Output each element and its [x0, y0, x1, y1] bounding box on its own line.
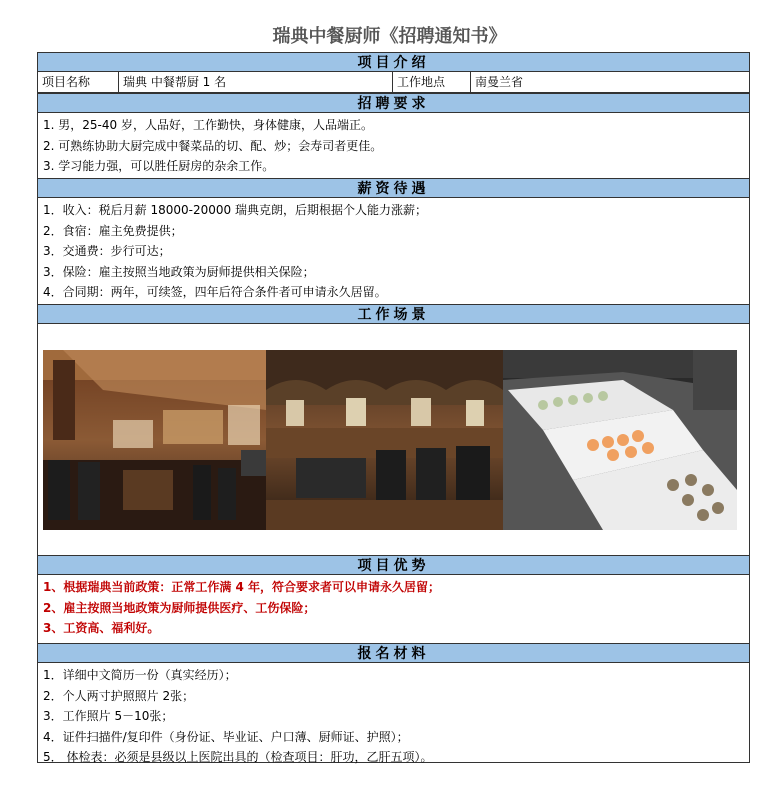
advantages-header: 项目优势	[38, 555, 749, 575]
list-item: 3．交通费：步行可达；	[43, 244, 171, 258]
document-title: 瑞典中餐厨师《招聘通知书》	[272, 26, 507, 47]
requirements-header: 招聘要求	[38, 93, 749, 113]
advantages-list	[38, 575, 749, 643]
project-name-label: 项目名称	[38, 72, 119, 92]
list-item: 3．保险：雇主按照当地政策为厨师提供相关保险；	[43, 264, 315, 279]
project-intro-header: 项目介绍	[38, 52, 749, 72]
list-item: 2. 可熟练协助大厨完成中餐菜品的切、配、炒；会寿司者更佳。	[43, 138, 383, 153]
list-item: 5． 体检表：必须是县级以上医院出具的（检查项目：肝功，乙肝五项）。	[43, 750, 433, 764]
list-item: 4．合同期：两年，可续签，四年后符合条件者可申请永久居留。	[43, 285, 387, 299]
list-item: 4．证件扫描件/复印件（身份证、毕业证、户口薄、厨师证、护照）；	[43, 729, 409, 744]
recruitment-sheet	[37, 52, 750, 763]
workplace-header: 工作场景	[38, 304, 749, 324]
list-item: 3、工资高、福利好。	[43, 621, 160, 635]
workplace-photos	[38, 324, 749, 555]
materials-header: 报名材料	[38, 643, 749, 663]
list-item: 1．详细中文简历一份（真实经历）；	[43, 668, 237, 682]
location-value: 南曼兰省	[475, 75, 524, 89]
list-item: 3．工作照片 5－10张；	[43, 709, 174, 723]
restaurant-dining-room-photo	[43, 350, 266, 530]
salary-header: 薪资待遇	[38, 178, 749, 198]
list-item: 2．食宿：雇主免费提供；	[43, 223, 183, 238]
list-item: 1. 男，25-40 岁，人品好，工作勤快，身体健康，人品端正。	[43, 118, 373, 132]
location-label: 工作地点	[393, 72, 471, 92]
list-item: 2、雇主按照当地政策为厨师提供医疗、工伤保险；	[43, 600, 316, 615]
requirements-list	[38, 113, 749, 178]
project-name-value: 瑞典 中餐帮厨 1 名	[119, 72, 393, 92]
materials-list	[38, 663, 749, 762]
project-info-row	[38, 72, 749, 93]
list-item: 1．收入：税后月薪 18000-20000 瑞典克朗，后期根据个人能力涨薪；	[43, 203, 427, 217]
restaurant-booth-seating-photo	[266, 350, 503, 530]
salary-list	[38, 198, 749, 304]
sushi-buffet-counter-photo	[503, 350, 737, 530]
list-item: 2．个人两寸护照照片 2张；	[43, 688, 195, 703]
list-item: 3. 学习能力强，可以胜任厨房的杂余工作。	[43, 159, 275, 173]
list-item: 1、根据瑞典当前政策：正常工作满 4 年，符合要求者可以申请永久居留；	[43, 580, 441, 594]
